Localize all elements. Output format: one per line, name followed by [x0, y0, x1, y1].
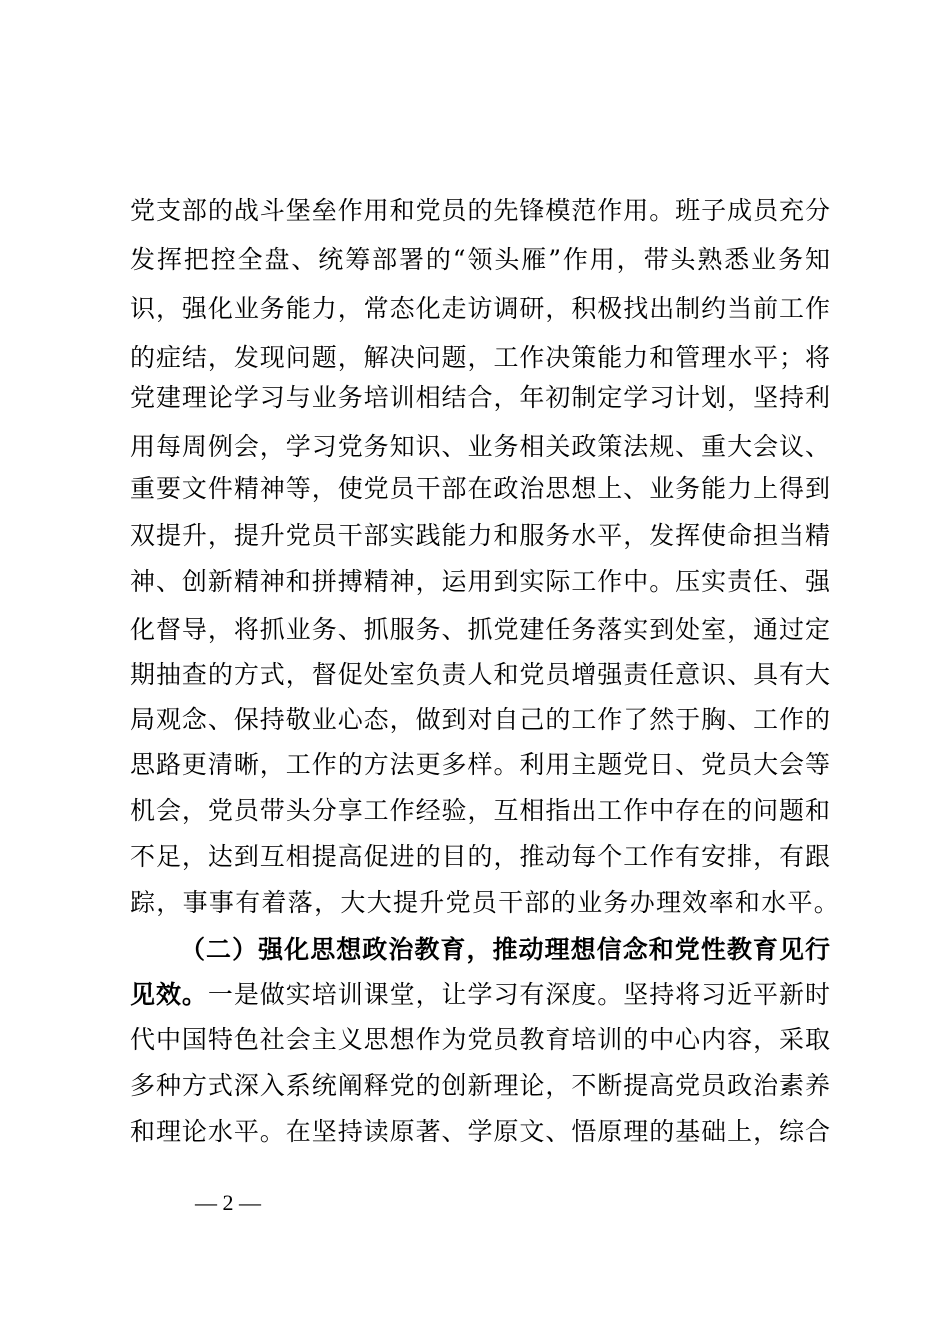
text-line: 的症结，发现问题，解决问题，工作决策能力和管理水平；将 — [130, 343, 830, 372]
text-line: 机会，党员带头分享工作经验，互相指出工作中存在的问题和 — [130, 796, 830, 825]
text-line: 踪，事事有着落，大大提升党员干部的业务办理效率和水平。 — [130, 888, 841, 917]
text-line: 重要文件精神等，使党员干部在政治思想上、业务能力上得到 — [130, 474, 830, 503]
text-line: 识，强化业务能力，常态化走访调研，积极找出制约当前工作 — [130, 294, 830, 323]
text-line: 党支部的战斗堡垒作用和党员的先锋模范作用。班子成员充分 — [130, 196, 830, 225]
text-line: 局观念、保持敬业心态，做到对自己的工作了然于胸、工作的 — [130, 705, 830, 734]
text-line: 党建理论学习与业务培训相结合，年初制定学习计划，坚持利 — [130, 383, 830, 412]
text-line: 发挥把控全盘、统筹部署的“领头雁”作用，带头熟悉业务知 — [130, 245, 830, 274]
text-line: 和理论水平。在坚持读原著、学原文、悟原理的基础上，综合 — [130, 1117, 830, 1146]
text-line: 多种方式深入系统阐释党的创新理论，不断提高党员政治素养 — [130, 1071, 830, 1100]
text-line: 期抽查的方式，督促处室负责人和党员增强责任意识、具有大 — [130, 660, 830, 689]
text-line: 思路更清晰，工作的方法更多样。利用主题党日、党员大会等 — [130, 750, 830, 779]
page-number: — 2 — — [195, 1190, 261, 1215]
text-line — [130, 976, 830, 1014]
text-line: 代中国特色社会主义思想作为党员教育培训的中心内容，采取 — [130, 1025, 830, 1054]
text-line: 不足，达到互相提高促进的目的，推动每个工作有安排，有跟 — [130, 842, 830, 871]
text-line: 用每周例会，学习党务知识、业务相关政策法规、重大会议、 — [130, 432, 830, 461]
text-line: 神、创新精神和拼搏精神，运用到实际工作中。压实责任、强 — [130, 567, 830, 596]
text-span: 一是做实培训课堂，让学习有深度。坚持将习近平新时 — [207, 980, 830, 1009]
section-heading: （二）强化思想政治教育，推动理想信念和党性教育见行 — [180, 935, 830, 964]
section-heading-end: 见效。 — [130, 980, 208, 1009]
text-line: 化督导，将抓业务、抓服务、抓党建任务落实到处室，通过定 — [130, 615, 830, 644]
text-line: 双提升，提升党员干部实践能力和服务水平，发挥使命担当精 — [130, 521, 830, 550]
